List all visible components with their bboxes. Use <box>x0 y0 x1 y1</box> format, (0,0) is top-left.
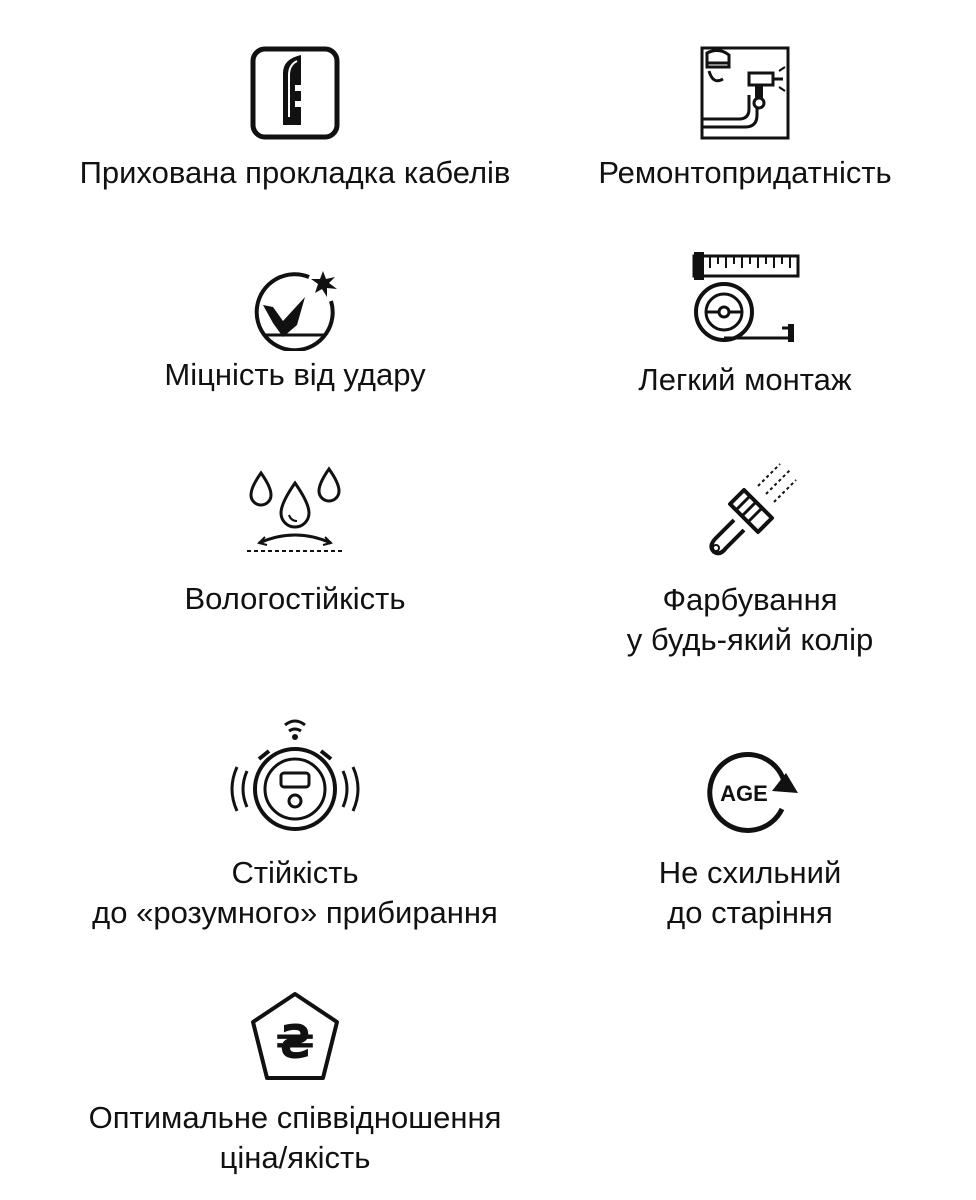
label-line: Не схильний <box>658 855 842 890</box>
feature-label <box>89 1098 502 1178</box>
label-line: Легкий монтаж <box>638 362 852 397</box>
robot-vacuum-icon <box>229 715 361 833</box>
feature-paint <box>585 460 915 660</box>
hryvnia-icon <box>247 990 343 1084</box>
feature-label <box>659 853 842 933</box>
tape-measure-icon <box>690 250 800 346</box>
label-line: до «розумного» прибирання <box>92 895 498 930</box>
feature-hidden-cable <box>40 45 550 193</box>
repair-worker-icon <box>699 45 791 141</box>
feature-label <box>80 153 511 193</box>
feature-age <box>585 745 915 933</box>
label-line: Стійкість <box>231 855 359 890</box>
feature-repair <box>585 45 905 193</box>
age-arrow-icon <box>700 745 800 841</box>
feature-label <box>92 853 498 933</box>
feature-label <box>638 360 851 400</box>
feature-moisture <box>40 465 550 619</box>
label-line: Фарбування <box>662 582 838 617</box>
label-line: Ремонтопридатність <box>598 155 892 190</box>
label-line: Прихована прокладка кабелів <box>79 155 511 190</box>
feature-label <box>598 153 891 193</box>
feature-install <box>585 250 905 400</box>
impact-resistance-icon <box>247 265 343 351</box>
label-line: Вологостійкість <box>184 581 406 616</box>
hidden-cable-icon <box>249 45 341 141</box>
feature-label <box>185 579 406 619</box>
feature-price <box>40 990 550 1178</box>
feature-label <box>627 580 874 660</box>
age-icon-text: AGE <box>720 781 768 806</box>
paint-brush-icon <box>698 460 802 560</box>
label-line: Міцність від удару <box>164 357 426 392</box>
feature-robot <box>40 715 550 933</box>
feature-label <box>164 355 425 395</box>
label-line: Оптимальне співвідношення <box>88 1100 502 1135</box>
water-drops-icon <box>245 465 345 559</box>
label-line: у будь-який колір <box>626 622 874 657</box>
hryvnia-icon-text: ₴ <box>275 1015 315 1069</box>
label-line: до старіння <box>667 895 833 930</box>
label-line: ціна/якість <box>219 1140 371 1175</box>
feature-impact <box>40 265 550 395</box>
